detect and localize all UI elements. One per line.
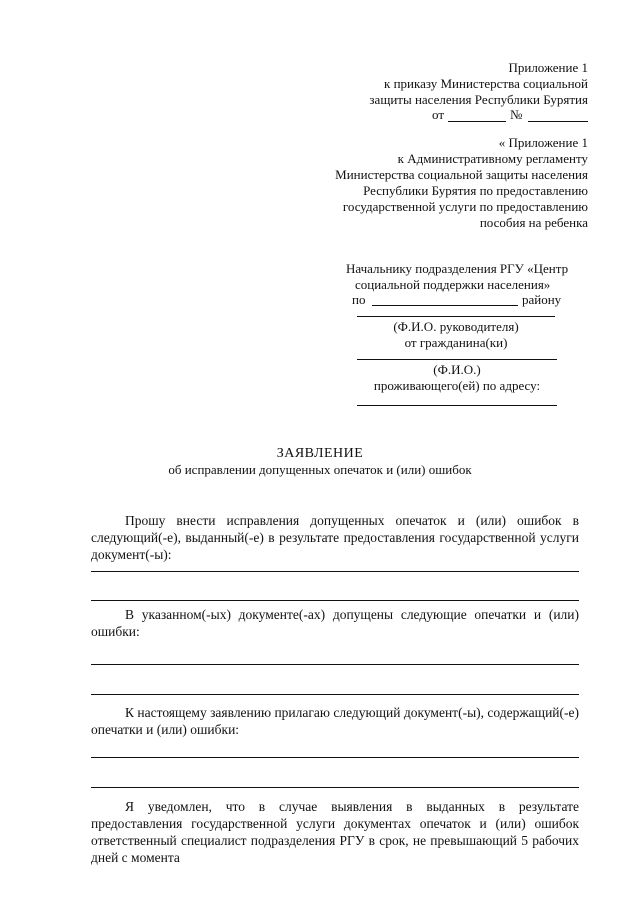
appendix2-line6: пособия на ребенка xyxy=(479,215,588,230)
documents-field-line-2 xyxy=(91,600,579,601)
appendix1-number-label: № xyxy=(510,107,523,122)
errors-field-line-1 xyxy=(91,664,579,665)
attachments-field-line-1 xyxy=(91,757,579,758)
citizen-name-field-line xyxy=(357,359,557,360)
appendix1-line2: к приказу Министерства социальной xyxy=(384,76,588,91)
residing-label: проживающего(ей) по адресу: xyxy=(373,378,541,393)
district-field-line xyxy=(372,305,518,306)
paragraph-correction-request xyxy=(91,512,579,563)
addressee-district-label: району xyxy=(522,292,562,307)
paragraph-errors-found xyxy=(91,606,579,640)
addressee-line2: социальной поддержки населения» xyxy=(355,277,551,292)
appendix1-line3: защиты населения Республики Бурятия xyxy=(369,92,588,107)
paragraph-attached-documents-text: К настоящему заявлению прилагаю следующий документ(-ы), содержащий(-е) опечатки и (или) ошибки: xyxy=(91,705,579,737)
appendix1-line1: Приложение 1 xyxy=(508,60,588,75)
document-subtitle: об исправлении допущенных опечаток и (или) ошибок xyxy=(168,462,472,477)
paragraph-errors-found-text: В указанном(-ых) документе(-ах) допущены следующие опечатки и (или) ошибки: xyxy=(91,607,579,639)
appendix2-line2: к Административному регламенту xyxy=(397,151,588,166)
paragraph-notification xyxy=(91,798,579,866)
document-title: ЗАЯВЛЕНИЕ xyxy=(276,446,364,461)
addressee-line1: Начальнику подразделения РГУ «Центр xyxy=(346,261,569,276)
appendix2-line1: « Приложение 1 xyxy=(498,135,588,150)
appendix1-date-line xyxy=(448,121,506,122)
attachments-field-line-2 xyxy=(91,787,579,788)
head-name-field-line xyxy=(357,316,555,317)
appendix1-date-label: от xyxy=(432,107,445,122)
from-citizen-label: от гражданина(ки) xyxy=(404,335,508,350)
citizen-name-caption: (Ф.И.О.) xyxy=(433,362,481,377)
errors-field-line-2 xyxy=(91,694,579,695)
appendix2-line4: Республики Бурятия по предоставлению xyxy=(363,183,588,198)
head-name-caption: (Ф.И.О. руководителя) xyxy=(393,319,519,334)
paragraph-attached-documents xyxy=(91,704,579,738)
paragraph-correction-request-text: Прошу внести исправления допущенных опечаток и (или) ошибок в следующий(-е), выданный(-е) в результате предоставления государственной услуги документ(-ы): xyxy=(91,513,579,562)
appendix1-number-line xyxy=(528,121,588,122)
documents-field-line-1 xyxy=(91,571,579,572)
addressee-po-label: по xyxy=(352,292,366,307)
appendix2-line5: государственной услуги по предоставлению xyxy=(342,199,588,214)
appendix2-line3: Министерства социальной защиты населения xyxy=(335,167,588,182)
paragraph-notification-text: Я уведомлен, что в случае выявления в выданных в результате предоставления государственной услуги документах опечаток и (или) ошибок ответственный специалист подразделения РГУ в срок, не превышающий 5 рабочих дней с момента xyxy=(91,799,579,865)
address-field-line xyxy=(357,405,557,406)
